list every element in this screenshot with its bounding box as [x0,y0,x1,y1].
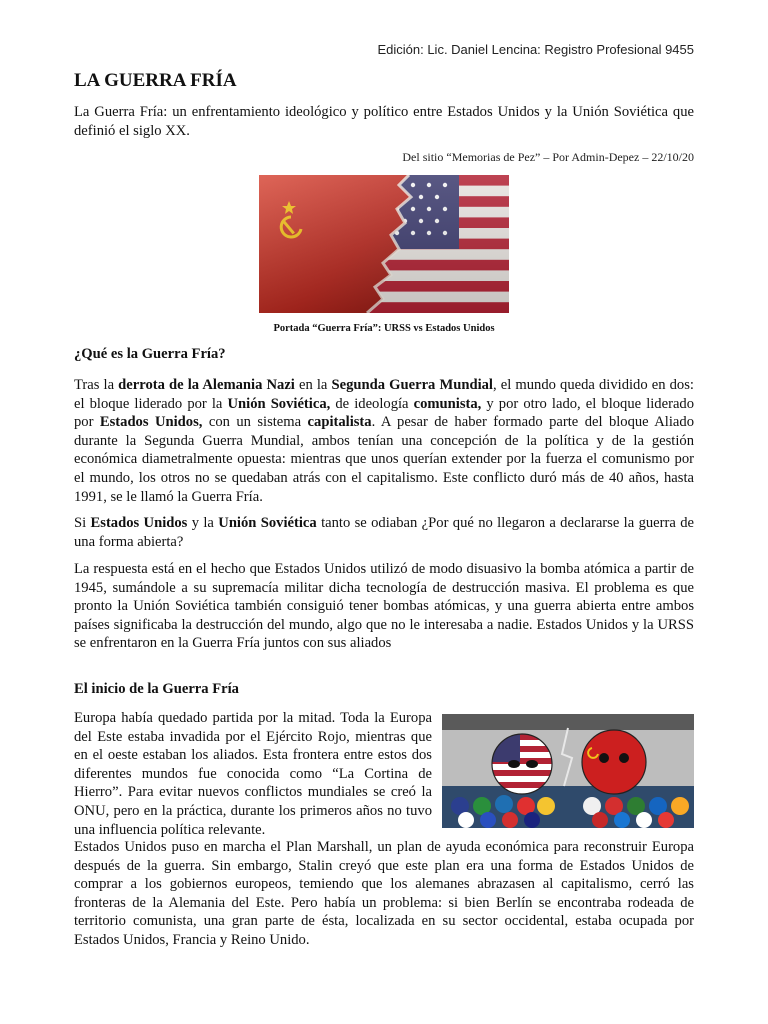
paragraph-inicio-narrow: Europa había quedado partida por la mitad. Toda la Europa del Este estaba invadida por el Ejército Rojo, mientras que en el oeste estaban los aliados. Esta frontera entre estos dos diferentes mundos fue conocida como “La Cortina de Hierro”. Para evitar nuevos conflictos mundiales se creó la ONU, pero en la práctica, durante los primeros años no tuvo una influencia política relevante. [74,710,432,838]
section-heading-inicio: El inicio de la Guerra Fría [74,681,239,697]
p1-bold: comunista, [413,395,482,412]
p2-text: tanto se odiaban ¿Por qué no llegaron a declararse la guerra de una forma abierta? [74,515,694,550]
header-note: Edición: Lic. Daniel Lencina: Registro Profesional 9455 [377,42,694,57]
ussr-ball [582,730,646,794]
paragraph-pregunta [74,514,694,551]
section-heading-que-es: ¿Qué es la Guerra Fría? [74,346,226,362]
p1-bold: Estados Unidos, [99,414,203,431]
p1-text: Tras la [74,377,119,393]
p2-bold: Estados Unidos [90,515,188,531]
p2-text: y la [187,515,219,531]
p1-bold: Segunda Guerra Mundial [331,377,493,393]
p1-bold: Unión Soviética, [227,395,331,412]
countryballs-image [442,714,694,828]
hero-image-flags [259,175,509,313]
p2-text: Si [74,515,91,531]
paragraph-inicio-wide: Estados Unidos puso en marcha el Plan Marshall, un plan de ayuda económica para reconstruir Europa después de la guerra. Sin embargo, Stalin creyó que este plan era una forma de Estados Unidos de comprar a los gobiernos europeos, temiendo que los alemanes abrazasen al capitalismo, cerró las fronteras de la Alemania del Este. Pero había un problema: si bien Berlín se encontraba rodeada de territorio comunista, una gran parte de ésta, localizada en su sector occidental, estaba ocupada por Estados Unidos, Francia y Reino Unido. [74,839,694,948]
page-title: LA GUERRA FRÍA [74,70,237,91]
p1-text: , el mundo queda dividido en dos: el bloque liderado por la [74,377,694,412]
hero-caption: Portada “Guerra Fría”: URSS vs Estados Unidos [273,323,495,334]
paragraph-respuesta: La respuesta está en el hecho que Estados Unidos utilizó de modo disuasivo la bomba atómica a partir de 1945, sumándole a su supremacía militar dicha tecnología de destrucción masiva. El problema es que pronto la Unión Soviética también consiguió tener bombas atómicas, y una guerra abierta entre ambos países significaba la destrucción del mundo, algo que no le interesaba a nadie. Estados Unidos y la URSS se enfrentaron en la Guerra Fría juntos con sus aliados [74,561,694,652]
countryballs-illustration [442,714,694,828]
p1-text: de ideología [330,395,414,412]
p1-text: . A pesar de haber formado parte del bloque Aliado durante la Segunda Guerra Mundial, ambos tenían una concepción de la política y de la gestión económica diametralmente opuesta: mientras que unos querían extender por la fuerza el comunismo por el mundo, los otros no se quedaban atrás con el capitalismo. Este conflicto duró más de 40 años, hasta 1991, se le llamó la Guerra Fría. [74,414,694,505]
p1-text: y por otro lado, el bloque liderado por [74,395,695,431]
p1-bold: capitalista [307,414,372,431]
p1-text: en la [294,377,332,393]
byline: Del sitio “Memorias de Pez” – Por Admin-Depez – 22/10/20 [402,150,694,164]
flags-illustration [259,175,509,313]
intro-paragraph: La Guerra Fría: un enfrentamiento ideológico y político entre Estados Unidos y la Unión Soviética que definió el siglo XX. [74,104,694,139]
p1-text: con un sistema [202,414,308,431]
usa-ball [492,734,552,794]
p2-bold: Unión Soviética [218,515,317,531]
p1-bold: derrota de la Alemania Nazi [118,377,295,393]
paragraph-que-es [74,376,694,506]
